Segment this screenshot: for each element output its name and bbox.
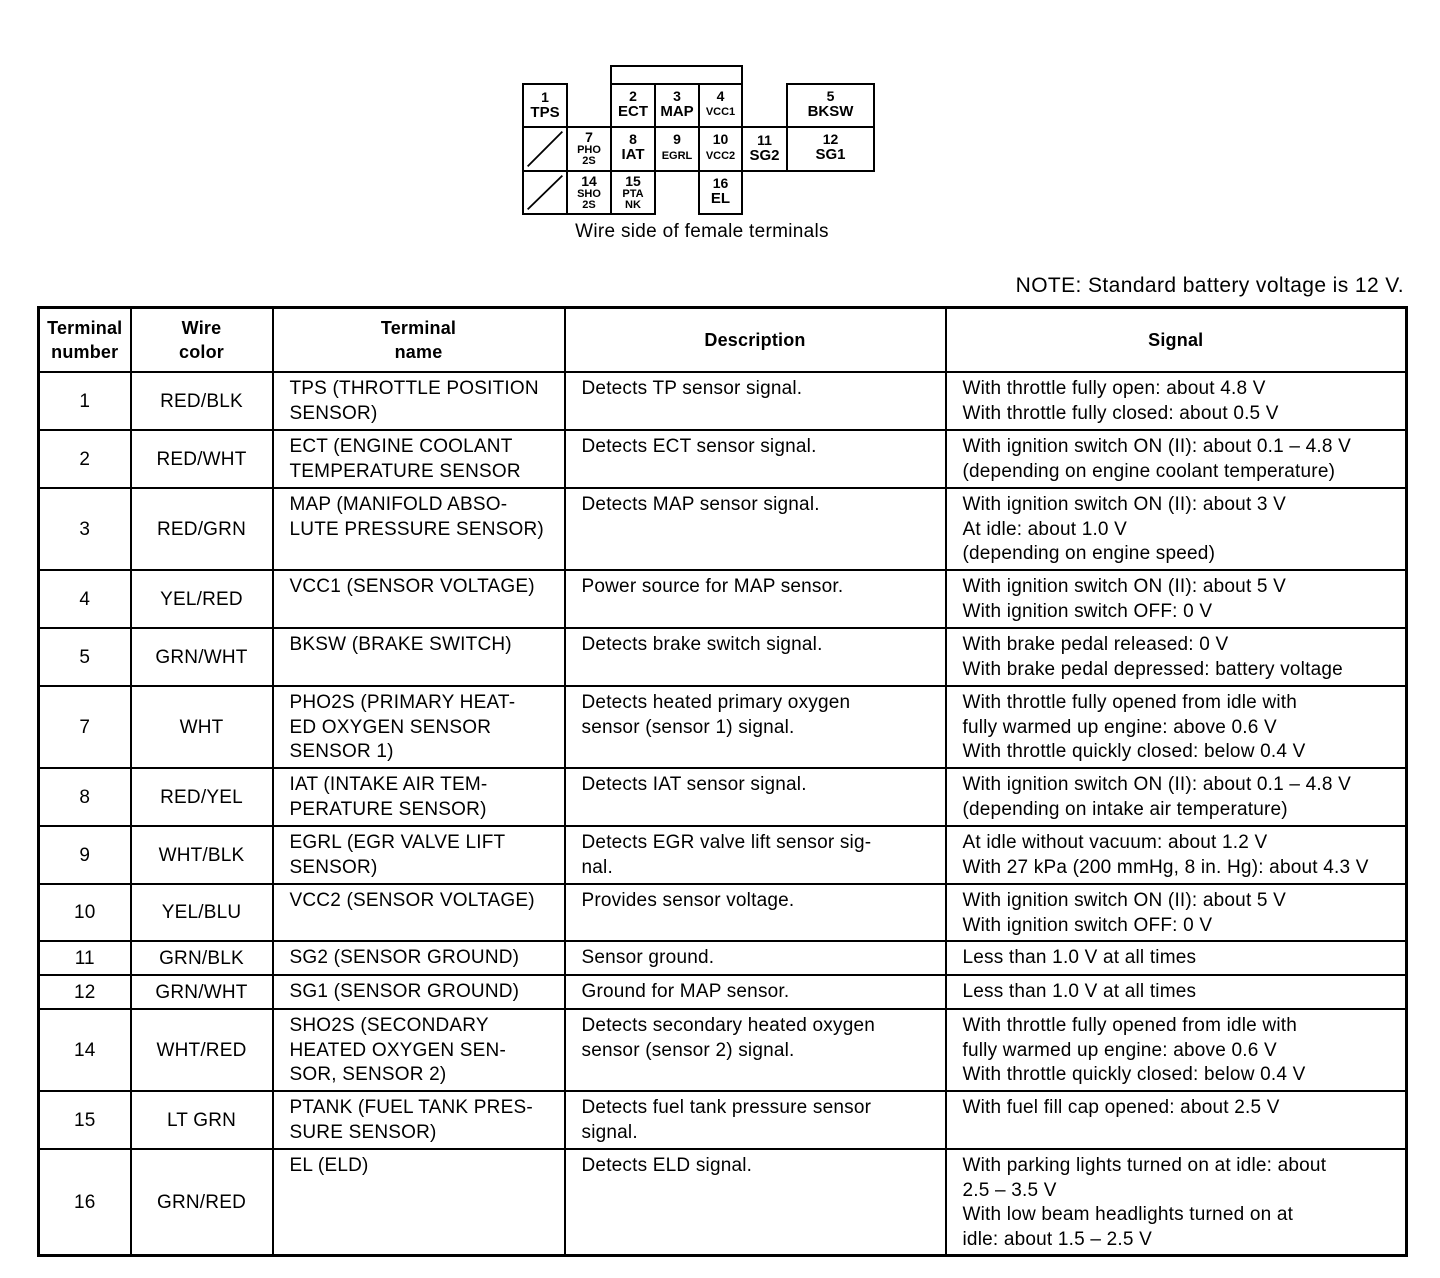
description-cell <box>565 628 946 686</box>
cell-text-line: At idle without vacuum: about 1.2 V <box>962 832 1268 853</box>
cell-text-line: SENSOR) <box>289 856 378 878</box>
terminal-cell-11 <box>741 126 788 172</box>
terminal-cell-name: SG1 <box>815 145 846 163</box>
table-row <box>39 372 1407 430</box>
cell-text-line: Provides sensor voltage. <box>581 890 795 911</box>
table-row <box>39 686 1407 768</box>
terminal-cell-14 <box>566 170 612 215</box>
header-description: Description <box>565 308 946 373</box>
cell-text-line: Detects heated primary oxygen <box>581 692 851 713</box>
battery-voltage-note: NOTE: Standard battery voltage is 12 V. <box>1015 274 1404 297</box>
terminal-number-cell: 4 <box>39 570 131 628</box>
terminal-cell-number: 15 <box>625 173 641 189</box>
table-body <box>39 372 1407 1256</box>
cell-text-line: 2.5 – 3.5 V <box>962 1179 1057 1201</box>
cell-text-line: With low beam headlights turned on at <box>962 1204 1294 1225</box>
terminal-cell-name: SHO 2S <box>577 187 601 211</box>
table-row <box>39 884 1407 941</box>
terminal-spec-table <box>37 306 1408 1257</box>
description-cell <box>565 826 946 884</box>
terminal-number-cell: 11 <box>39 941 131 975</box>
terminal-name-cell <box>273 975 565 1009</box>
cell-text-line: SOR, SENSOR 2) <box>289 1064 447 1085</box>
header-line: Wire <box>181 318 222 338</box>
terminal-cell-8 <box>610 126 656 172</box>
connector-lock-tab <box>610 65 743 85</box>
wire-color-cell: GRN/BLK <box>131 941 273 975</box>
terminal-number-cell: 12 <box>39 975 131 1009</box>
signal-cell <box>946 488 1407 570</box>
cell-text-line: PTANK (FUEL TANK PRES- <box>289 1097 533 1118</box>
cell-text-line: SENSOR 1) <box>289 741 394 762</box>
wire-color-cell: RED/BLK <box>131 372 273 430</box>
wire-color-cell: LT GRN <box>131 1091 273 1149</box>
terminal-name-cell <box>273 570 565 628</box>
terminal-name-cell <box>273 884 565 941</box>
terminal-cell-name: EGRL <box>661 149 693 162</box>
cell-text-line: With throttle fully closed: about 0.5 V <box>962 402 1279 424</box>
terminal-cell-number: 11 <box>757 132 772 148</box>
description-cell <box>565 884 946 941</box>
terminal-cell-12 <box>786 126 875 172</box>
diagram-caption: Wire side of female terminals <box>575 221 829 242</box>
description-cell <box>565 1091 946 1149</box>
wire-color-cell: WHT/RED <box>131 1009 273 1091</box>
cell-text-line: With ignition switch ON (II): about 0.1 – 4.8 V <box>962 774 1352 795</box>
cell-text-line: BKSW (BRAKE SWITCH) <box>289 634 512 655</box>
terminal-cell-16 <box>698 170 743 215</box>
cell-text-line: Detects secondary heated oxygen <box>581 1015 875 1036</box>
table-row <box>39 628 1407 686</box>
terminal-cell-name: PHO 2S <box>577 143 601 167</box>
header-line: color <box>178 342 224 362</box>
cell-text-line: fully warmed up engine: above 0.6 V <box>962 1039 1277 1061</box>
terminal-name-cell <box>273 628 565 686</box>
header-line: number <box>51 342 119 362</box>
description-cell <box>565 1149 946 1256</box>
terminal-cell-4 <box>698 83 743 128</box>
terminal-number-cell: 2 <box>39 430 131 488</box>
cell-text-line: PERATURE SENSOR) <box>289 798 487 820</box>
cell-text-line: Detects IAT sensor signal. <box>581 774 807 795</box>
description-cell <box>565 941 946 975</box>
terminal-cell-5 <box>786 83 875 128</box>
table-row <box>39 1091 1407 1149</box>
description-cell <box>565 430 946 488</box>
wire-color-cell: YEL/RED <box>131 570 273 628</box>
cell-text-line: Ground for MAP sensor. <box>581 981 790 1002</box>
signal-cell <box>946 628 1407 686</box>
cell-text-line: Detects ECT sensor signal. <box>581 436 817 457</box>
cell-text-line: With ignition switch ON (II): about 3 V <box>962 494 1287 515</box>
wire-color-cell: WHT/BLK <box>131 826 273 884</box>
slash-mark <box>524 172 566 213</box>
table-row <box>39 941 1407 975</box>
cell-text-line: With ignition switch ON (II): about 5 V <box>962 576 1287 597</box>
terminal-cell-number: 4 <box>716 88 725 104</box>
cell-text-line: SG2 (SENSOR GROUND) <box>289 947 520 968</box>
header-line: Terminal <box>380 318 457 338</box>
terminal-name-cell <box>273 686 565 768</box>
terminal-number-cell: 16 <box>39 1149 131 1256</box>
cell-text-line: Detects fuel tank pressure sensor <box>581 1097 872 1118</box>
signal-cell <box>946 1009 1407 1091</box>
cell-text-line: IAT (INTAKE AIR TEM- <box>289 774 488 795</box>
terminal-name-cell <box>273 941 565 975</box>
description-cell <box>565 686 946 768</box>
signal-cell <box>946 686 1407 768</box>
table-row <box>39 768 1407 826</box>
cell-text-line: (depending on engine coolant temperature) <box>962 460 1336 482</box>
cell-text-line: With throttle fully opened from idle with <box>962 692 1298 713</box>
terminal-cell-7 <box>566 126 612 172</box>
signal-cell <box>946 430 1407 488</box>
cell-text-line: PHO2S (PRIMARY HEAT- <box>289 692 516 713</box>
cell-text-line: Detects EGR valve lift sensor sig- <box>581 832 872 853</box>
cell-text-line: VCC1 (SENSOR VOLTAGE) <box>289 576 535 597</box>
cell-text-line: sensor (sensor 1) signal. <box>581 716 795 738</box>
cell-text-line: With fuel fill cap opened: about 2.5 V <box>962 1097 1280 1118</box>
terminal-name-cell <box>273 1149 565 1256</box>
terminal-name-cell <box>273 430 565 488</box>
wire-color-cell: RED/WHT <box>131 430 273 488</box>
terminal-name-cell <box>273 488 565 570</box>
table-header-row <box>39 308 1407 373</box>
cell-text-line: VCC2 (SENSOR VOLTAGE) <box>289 890 535 911</box>
wire-color-cell: RED/YEL <box>131 768 273 826</box>
description-cell <box>565 975 946 1009</box>
cell-text-line: SG1 (SENSOR GROUND) <box>289 981 520 1002</box>
terminal-number-cell: 8 <box>39 768 131 826</box>
terminal-number-cell: 9 <box>39 826 131 884</box>
header-signal: Signal <box>946 308 1407 373</box>
terminal-cell-number: 8 <box>629 131 637 147</box>
terminal-cell-number: 14 <box>581 173 597 189</box>
terminal-cell-number: 10 <box>712 131 729 147</box>
description-cell <box>565 570 946 628</box>
description-cell <box>565 768 946 826</box>
cell-text-line: With brake pedal depressed: battery voltage <box>962 658 1343 680</box>
wire-color-cell: YEL/BLU <box>131 884 273 941</box>
terminal-cell-name: VCC2 <box>705 149 736 162</box>
terminal-number-cell: 14 <box>39 1009 131 1091</box>
cell-text-line: SENSOR) <box>289 402 378 424</box>
terminal-number-cell: 5 <box>39 628 131 686</box>
terminal-cell-name: BKSW <box>807 102 854 120</box>
cell-text-line: TPS (THROTTLE POSITION <box>289 378 539 399</box>
connector-diagram <box>0 0 1440 230</box>
cell-text-line: MAP (MANIFOLD ABSO- <box>289 494 508 515</box>
wire-color-cell: GRN/RED <box>131 1149 273 1256</box>
cell-text-line: Sensor ground. <box>581 947 715 968</box>
cell-text-line: (depending on intake air temperature) <box>962 798 1288 820</box>
terminal-cell-name: SG2 <box>749 146 780 164</box>
terminal-number-cell: 3 <box>39 488 131 570</box>
terminal-cell-9 <box>654 126 700 172</box>
terminal-cell-name: TPS <box>530 103 560 121</box>
cell-text-line: SHO2S (SECONDARY <box>289 1015 489 1036</box>
terminal-cell-number: 5 <box>826 88 835 104</box>
terminal-name-cell <box>273 1091 565 1149</box>
cell-text-line: idle: about 1.5 – 2.5 V <box>962 1228 1152 1250</box>
terminal-cell-name: VCC1 <box>705 105 736 118</box>
description-cell <box>565 372 946 430</box>
cell-text-line: SURE SENSOR) <box>289 1121 437 1143</box>
terminal-cell-15 <box>610 170 656 215</box>
terminal-name-cell <box>273 826 565 884</box>
cell-text-line: Detects MAP sensor signal. <box>581 494 820 515</box>
cell-text-line: ED OXYGEN SENSOR <box>289 716 492 738</box>
terminal-name-cell <box>273 768 565 826</box>
terminal-cell-name: IAT <box>621 145 645 163</box>
table-row <box>39 826 1407 884</box>
cell-text-line: With throttle quickly closed: below 0.4 V <box>962 741 1306 762</box>
cell-text-line: LUTE PRESSURE SENSOR) <box>289 518 544 540</box>
signal-cell <box>946 768 1407 826</box>
cell-text-line: With throttle fully open: about 4.8 V <box>962 378 1266 399</box>
wire-color-cell: WHT <box>131 686 273 768</box>
cell-text-line: signal. <box>581 1121 638 1143</box>
cell-text-line: fully warmed up engine: above 0.6 V <box>962 716 1277 738</box>
signal-cell <box>946 372 1407 430</box>
description-cell <box>565 488 946 570</box>
terminal-cell-number: 9 <box>673 131 681 147</box>
cell-text-line: Less than 1.0 V at all times <box>962 981 1197 1002</box>
terminal-cell-number: 1 <box>541 89 549 105</box>
signal-cell <box>946 1149 1407 1256</box>
terminal-cell-2 <box>610 83 656 128</box>
signal-cell <box>946 975 1407 1009</box>
cell-text-line: sensor (sensor 2) signal. <box>581 1039 795 1061</box>
terminal-cell-number: 12 <box>822 131 839 147</box>
cell-text-line: With 27 kPa (200 mmHg, 8 in. Hg): about 4.3 V <box>962 856 1369 878</box>
table-row <box>39 570 1407 628</box>
slash-mark <box>524 128 566 170</box>
description-cell <box>565 1009 946 1091</box>
cell-text-line: With ignition switch ON (II): about 5 V <box>962 890 1287 911</box>
cell-text-line: With parking lights turned on at idle: about <box>962 1155 1327 1176</box>
blank-terminal-13 <box>522 170 568 215</box>
table-row <box>39 488 1407 570</box>
cell-text-line: Detects brake switch signal. <box>581 634 823 655</box>
table-row <box>39 1009 1407 1091</box>
cell-text-line: Detects ELD signal. <box>581 1155 753 1176</box>
terminal-number-cell: 10 <box>39 884 131 941</box>
terminal-cell-name: MAP <box>660 102 694 120</box>
terminal-number-cell: 1 <box>39 372 131 430</box>
terminal-name-cell <box>273 372 565 430</box>
signal-cell <box>946 826 1407 884</box>
terminal-cell-number: 3 <box>673 88 681 104</box>
table-row <box>39 1149 1407 1256</box>
terminal-number-cell: 7 <box>39 686 131 768</box>
cell-text-line: nal. <box>581 856 613 878</box>
table-row <box>39 975 1407 1009</box>
cell-text-line: TEMPERATURE SENSOR <box>289 460 521 482</box>
cell-text-line: HEATED OXYGEN SEN- <box>289 1039 507 1061</box>
terminal-name-cell <box>273 1009 565 1091</box>
cell-text-line: With ignition switch OFF: 0 V <box>962 914 1213 936</box>
cell-text-line: With throttle fully opened from idle with <box>962 1015 1298 1036</box>
cell-text-line: (depending on engine speed) <box>962 543 1216 564</box>
signal-cell <box>946 941 1407 975</box>
header-line: name <box>394 342 443 362</box>
wire-color-cell: GRN/WHT <box>131 628 273 686</box>
signal-cell <box>946 570 1407 628</box>
cell-text-line: Detects TP sensor signal. <box>581 378 803 399</box>
signal-cell <box>946 884 1407 941</box>
terminal-cell-1 <box>522 83 568 128</box>
terminal-cell-number: 7 <box>585 129 593 145</box>
cell-text-line: At idle: about 1.0 V <box>962 518 1128 540</box>
terminal-number-cell: 15 <box>39 1091 131 1149</box>
cell-text-line: EGRL (EGR VALVE LIFT <box>289 832 506 853</box>
table-row <box>39 430 1407 488</box>
terminal-cell-name: ECT <box>618 102 648 120</box>
header-line: Terminal <box>47 318 123 338</box>
terminal-cell-number: 16 <box>712 175 729 191</box>
cell-text-line: Less than 1.0 V at all times <box>962 947 1197 968</box>
terminal-cell-name: EL <box>710 189 731 207</box>
cell-text-line: EL (ELD) <box>289 1155 369 1176</box>
cell-text-line: Power source for MAP sensor. <box>581 576 844 597</box>
cell-text-line: ECT (ENGINE COOLANT <box>289 436 513 457</box>
terminal-cell-number: 2 <box>629 88 637 104</box>
terminal-cell-10 <box>698 126 743 172</box>
header-terminal-number <box>39 308 131 373</box>
cell-text-line: With throttle quickly closed: below 0.4 V <box>962 1064 1306 1085</box>
cell-text-line: With ignition switch OFF: 0 V <box>962 600 1213 622</box>
blank-terminal-6 <box>522 126 568 172</box>
signal-cell <box>946 1091 1407 1149</box>
cell-text-line: With brake pedal released: 0 V <box>962 634 1229 655</box>
terminal-cell-3 <box>654 83 700 128</box>
header-terminal-name <box>273 308 565 373</box>
wire-color-cell: RED/GRN <box>131 488 273 570</box>
header-wire-color <box>131 308 273 373</box>
cell-text-line: With ignition switch ON (II): about 0.1 – 4.8 V <box>962 436 1352 457</box>
terminal-cell-name: PTA NK <box>622 187 644 211</box>
wire-color-cell: GRN/WHT <box>131 975 273 1009</box>
